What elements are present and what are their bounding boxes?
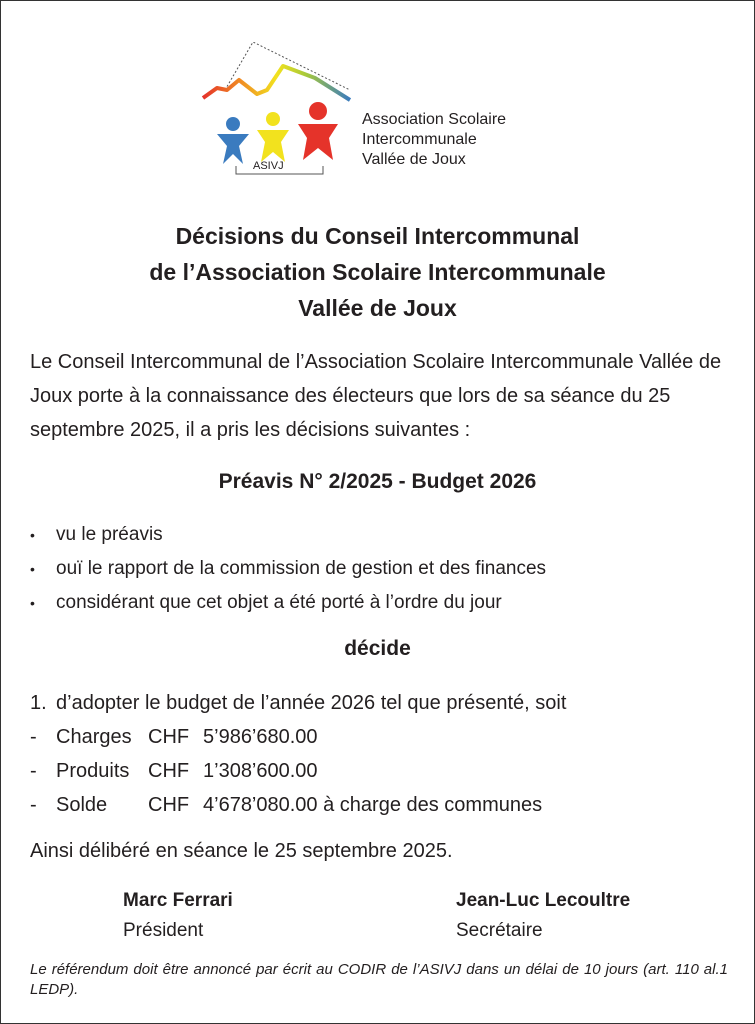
row-label: Charges [56, 726, 132, 748]
logo-line: Intercommunale [362, 131, 477, 148]
decision-line [30, 686, 566, 720]
title-line: Vallée de Joux [298, 295, 457, 321]
signature-secretary [456, 886, 630, 946]
intro-paragraph: Le Conseil Intercommunal de l’Association Scolaire Intercommunale Vallée de Joux porte à la connaissance des électeurs que lors de sa séance du 25 septembre 2025, il a pris les décisions suivantes : [30, 351, 722, 441]
row-label: Solde [56, 794, 108, 816]
row-dash: - [30, 760, 37, 782]
budget-row [30, 788, 566, 822]
row-currency: CHF [148, 726, 190, 748]
signatory-role: Secrétaire [456, 920, 543, 941]
decision-number: 1. [30, 692, 47, 714]
list-item: • considérant que cet objet a été porté à l’ordre du jour [30, 586, 546, 620]
figure-red [298, 102, 338, 160]
decision-text: d’adopter le budget de l’année 2026 tel que présenté, soit [56, 692, 567, 714]
row-amount: 4’678’080.00 [203, 794, 318, 816]
signatory-name: Marc Ferrari [123, 890, 233, 911]
logo-abbr: ASIVJ [253, 160, 284, 172]
row-dash: - [30, 794, 37, 816]
signatory-role: Président [123, 920, 204, 941]
row-currency: CHF [148, 794, 190, 816]
budget-row [30, 720, 566, 754]
title-line: de l’Association Scolaire Intercommunale [149, 259, 606, 285]
signature-president [123, 886, 233, 946]
figure-blue [217, 117, 249, 164]
closing-statement: Ainsi délibéré en séance le 25 septembre 2025. [30, 840, 453, 862]
preavis-heading: Préavis N° 2/2025 - Budget 2026 [218, 470, 537, 493]
considerations-list [30, 518, 546, 620]
list-item: • ouï le rapport de la commission de gestion et des finances [30, 552, 546, 586]
logo-line: Vallée de Joux [362, 151, 466, 168]
logo-line: Association Scolaire [362, 111, 507, 128]
row-currency: CHF [148, 760, 190, 782]
row-amount: 1’308’600.00 [203, 760, 318, 782]
decide-heading: décide [344, 637, 411, 660]
decision-block [30, 686, 566, 822]
title-line: Décisions du Conseil Intercommunal [175, 223, 580, 249]
referendum-footnote: Le référendum doit être annoncé par écrit au CODIR de l’ASIVJ dans un délai de 10 jours (art. 110 al.1 LEDP). [30, 961, 728, 998]
row-dash: - [30, 726, 37, 748]
logo-text [362, 110, 506, 170]
row-note: à charge des communes [317, 794, 543, 816]
signatory-name: Jean-Luc Lecoultre [456, 890, 631, 911]
budget-row [30, 754, 566, 788]
list-item: • vu le préavis [30, 518, 546, 552]
row-label: Produits [56, 760, 130, 782]
row-amount: 5’986’680.00 [203, 726, 318, 748]
mountain-line [203, 66, 350, 100]
figure-yellow [257, 112, 289, 162]
page-title [0, 218, 755, 326]
